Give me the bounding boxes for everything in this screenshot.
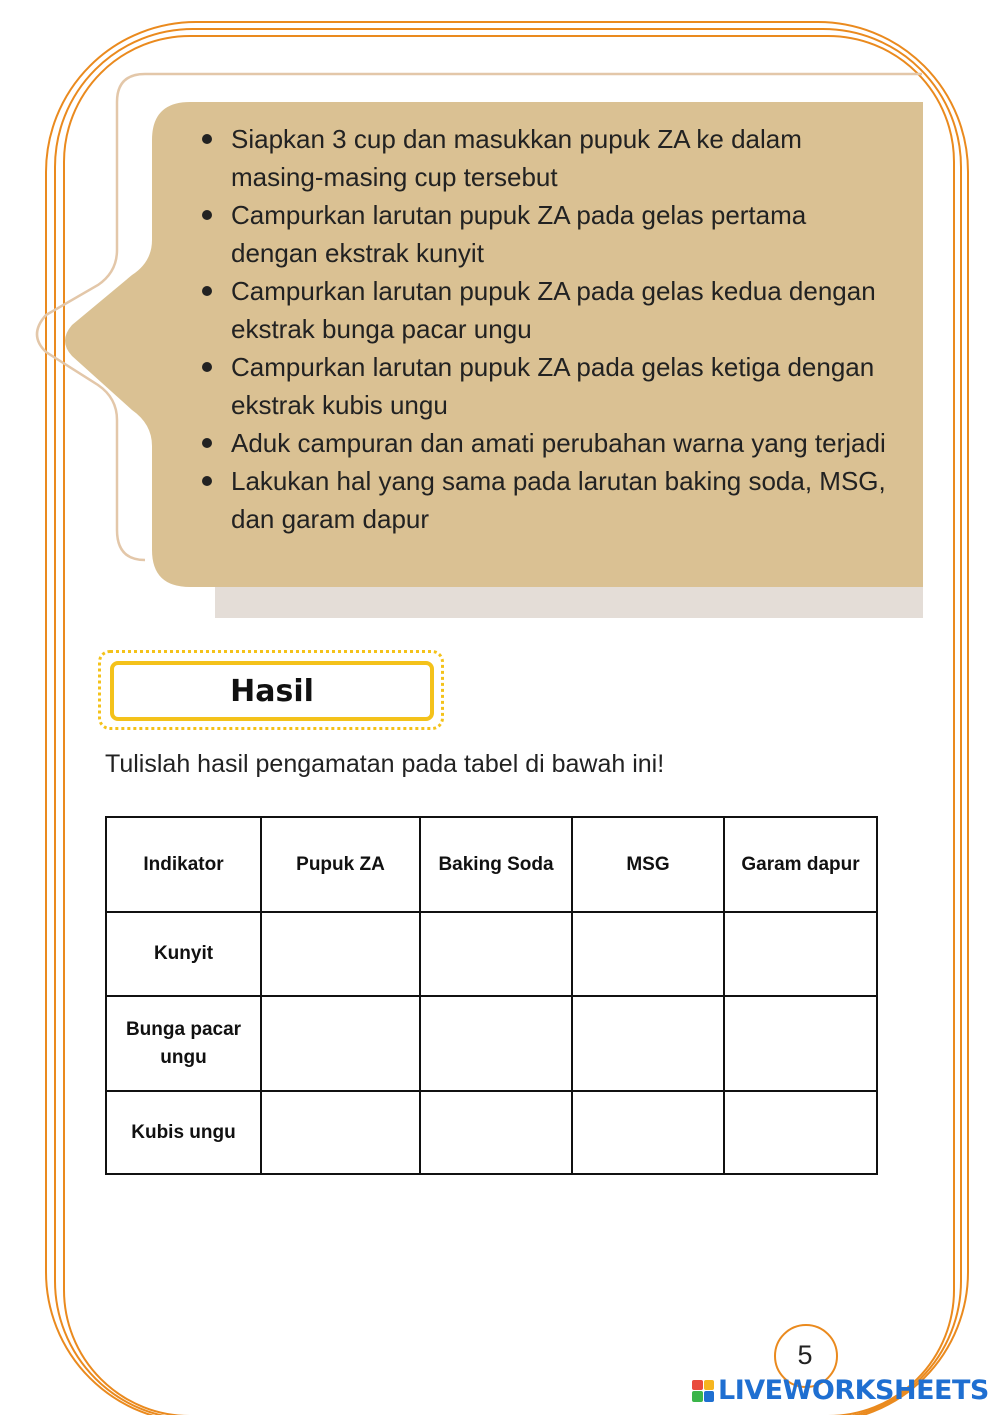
step-item: Campurkan larutan pupuk ZA pada gelas ketiga dengan ekstrak kubis ungu <box>200 348 900 424</box>
answer-cell[interactable] <box>724 1091 877 1174</box>
step-item: Siapkan 3 cup dan masukkan pupuk ZA ke dalam masing-masing cup tersebut <box>200 120 900 196</box>
table-header-cell: Garam dapur <box>724 817 877 912</box>
brand-text: LIVEWORKSHEETS <box>718 1375 989 1406</box>
page-number: 5 <box>797 1339 813 1370</box>
step-item: Campurkan larutan pupuk ZA pada gelas pertama dengan ekstrak kunyit <box>200 196 900 272</box>
table-row <box>106 996 877 1091</box>
answer-cell[interactable] <box>572 912 724 996</box>
answer-cell[interactable] <box>724 912 877 996</box>
section-header <box>98 650 448 734</box>
answer-cell[interactable] <box>420 996 572 1091</box>
table-row <box>106 912 877 996</box>
instruction-text: Tulislah hasil pengamatan pada tabel di bawah ini! <box>105 750 665 778</box>
row-label: Kunyit <box>106 912 261 996</box>
row-label: Bunga pacar ungu <box>106 996 261 1091</box>
table-header-cell: Baking Soda <box>420 817 572 912</box>
step-item: Campurkan larutan pupuk ZA pada gelas kedua dengan ekstrak bunga pacar ungu <box>200 272 900 348</box>
answer-cell[interactable] <box>724 996 877 1091</box>
steps-list <box>200 120 900 538</box>
liveworksheets-brand[interactable] <box>692 1375 989 1406</box>
table-header-row <box>106 817 877 912</box>
answer-cell[interactable] <box>572 996 724 1091</box>
table-header-cell: MSG <box>572 817 724 912</box>
answer-cell[interactable] <box>420 912 572 996</box>
results-table <box>105 816 878 1175</box>
answer-cell[interactable] <box>261 1091 420 1174</box>
answer-cell[interactable] <box>261 996 420 1091</box>
section-title: Hasil <box>110 661 434 721</box>
answer-cell[interactable] <box>420 1091 572 1174</box>
answer-cell[interactable] <box>261 912 420 996</box>
step-item: Aduk campuran dan amati perubahan warna yang terjadi <box>200 424 900 462</box>
table-header-cell: Indikator <box>106 817 261 912</box>
table-header-cell: Pupuk ZA <box>261 817 420 912</box>
row-label: Kubis ungu <box>106 1091 261 1174</box>
liveworksheets-logo-icon <box>692 1380 714 1402</box>
table-row <box>106 1091 877 1174</box>
answer-cell[interactable] <box>572 1091 724 1174</box>
step-item: Lakukan hal yang sama pada larutan baking soda, MSG, dan garam dapur <box>200 462 900 538</box>
